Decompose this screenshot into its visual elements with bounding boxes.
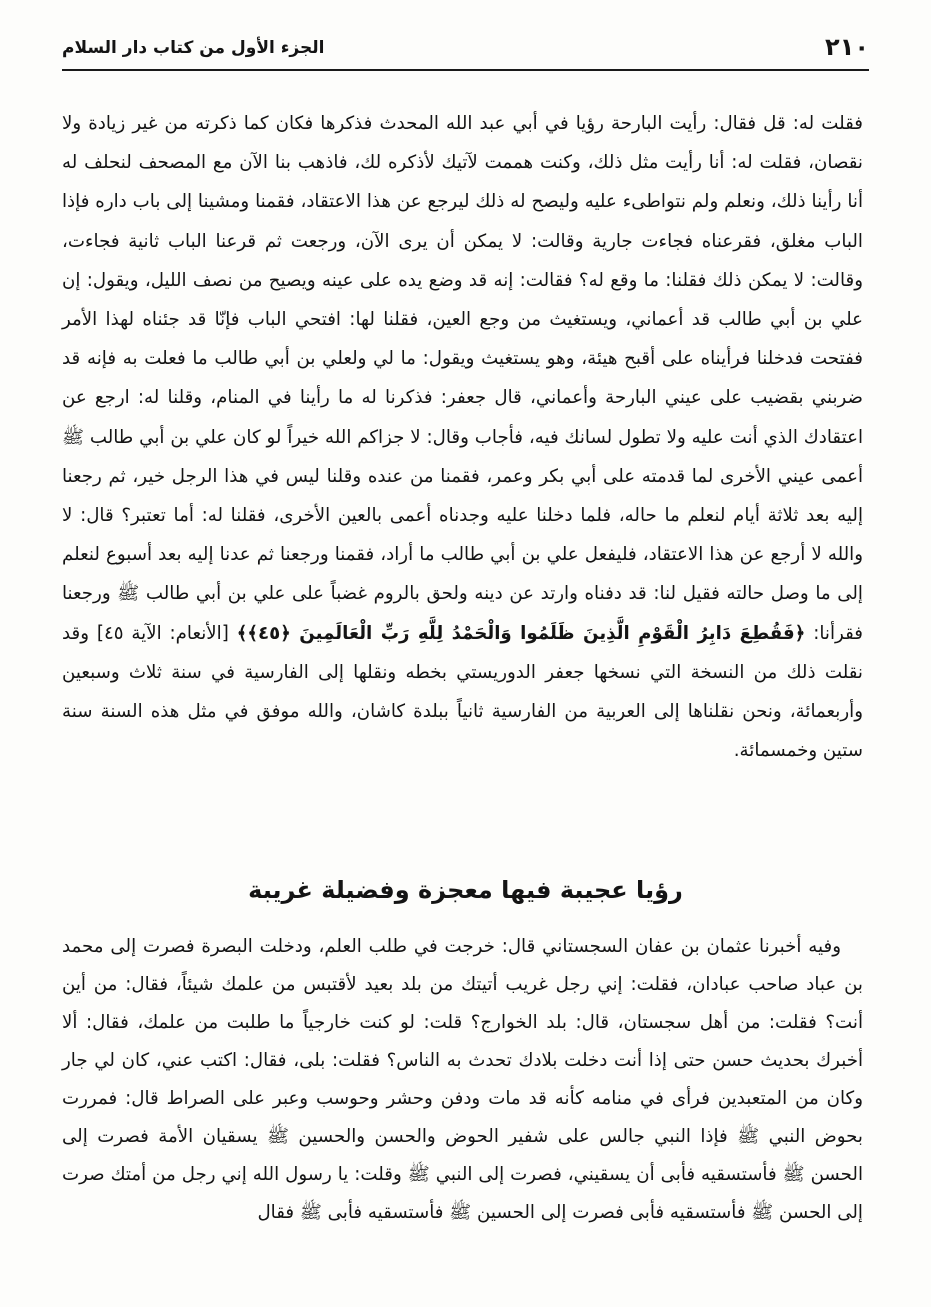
section-heading: رؤيا عجيبة فيها معجزة وفضيلة غريبة — [248, 876, 683, 904]
running-header — [62, 30, 869, 68]
paragraph-one-text: فقلت له: قل فقال: رأيت البارحة رؤيا في أبي عبد الله المحدث فذكرها فكان كما ذكرته من غير زيادة ولا نقصان، فقلت له: أنا رأيت مثل ذلك، وكنت هممت لآتيك لأذكره لك، فاذهب بنا الآن مع المصحف لنحلف له أنا رأينا ذلك، ونعلم ولم نتواطىء عليه وليصح له ذلك ليرجع عن هذا الاعتقاد، فقمنا ومشينا إلى باب داره فإذا الباب مغلق، فقرعناه فجاءت جارية وقالت: لا يمكن أن يرى الآن، ورجعت ثم قرعنا الباب ثانية فجاءت، وقالت: لا يمكن ذلك فقلنا: ما وقع له؟ فقالت: إنه قد وضع يده على عينه ويصيح من نصف الليل، ويقول: إن علي بن أبي طالب قد أعماني، ويستغيث من وجع العين، فقلنا لها: افتحي الباب فإنّا قد جئناه لهذا الأمر ففتحت فدخلنا فرأيناه على أقبح هيئة، وهو يستغيث ويقول: ما لي ولعلي بن أبي طالب ما فعلت به فإنه قد ضربني بقضيب على عيني البارحة وأعماني، قال جعفر: فذكرنا له ما رأينا في المنام، وقلنا له: ارجع عن اعتقادك الذي أنت عليه ولا تطول لسانك فيه، فأجاب وقال: لا جزاكم الله خيراً لو كان علي بن أبي طالب ﷺ أعمى عيني الأخرى لما قدمته على أبي بكر وعمر، فقمنا من عنده وقلنا ليس في هذا الرجل خير، ثم رجعنا إليه بعد ثلاثة أيام لنعلم ما حاله، فلما دخلنا عليه وجدناه أعمى بالعين الأخرى، فقلنا له: أما تعتبر؟ قال: لا والله لا أرجع عن هذا الاعتقاد، فليفعل علي بن أبي طالب ما أراد، فقمنا ورجعنا ثم عدنا إليه بعد أسبوع لنعلم إلى ما وصل حالته فقيل لنا: قد دفناه وارتد عن دينه ولحق بالروم غضباً على علي بن أبي طالب ﷺ ورجعنا فقرأنا: — [62, 113, 863, 644]
page-number: ٢١٠ — [825, 33, 869, 61]
running-title: الجزء الأول من كتاب دار السلام — [62, 38, 325, 58]
paragraph-one-continuation: وقد نقلت ذلك من النسخة التي نسخها جعفر الدوريستي بخطه ونقلها إلى الفارسية في سنة ثلاث وسبعين وأربعمائة، ونحن نقلناها إلى العربية من الفارسية ثانياً ببلدة كاشان، والله موفق في مثل هذه السنة سنة ستين وخمسمائة. — [62, 622, 863, 762]
paragraph-two-text: وفيه أخبرنا عثمان بن عفان السجستاني قال: خرجت في طلب العلم، ودخلت البصرة فصرت إلى محمد بن عباد صاحب عبادان، فقلت: إني رجل غريب أتيتك من بلد بعيد لأقتبس من علمك شيئاً، فقال: من أين أنت؟ فقلت: من أهل سجستان، قال: بلد الخوارج؟ قلت: لو كنت خارجياً ما طلبت من علمك، فقال: ألا أخبرك بحديث حسن حتى إذا أنت دخلت بلادك تحدث به الناس؟ فقلت: بلى، فقال: اكتب عني، كان لي جار وكان من المتعبدين فرأى في منامه كأنه قد مات ودفن وحشر وحوسب وعبر على الصراط قال: فمررت بحوض النبي ﷺ فإذا النبي جالس على شفير الحوض والحسن والحسين ﷺ يسقيان الأمة فصرت إلى الحسن ﷺ فأستسقيه فأبى أن يسقيني، فصرت إلى النبي ﷺ وقلت: يا رسول الله إني رجل من أمتك صرت إلى الحسن ﷺ فأستسقيه فأبى فصرت إلى الحسين ﷺ فأستسقيه فأبى ﷺ فقال — [62, 936, 863, 1223]
paragraph-two — [62, 928, 863, 1232]
paragraph-one — [62, 104, 863, 770]
verse-citation: [الأنعام: الآية ٤٥] — [96, 622, 229, 644]
quran-verse: ﴿فَقُطِعَ دَابِرُ الْقَوْمِ الَّذِينَ ظَلَمُوا وَالْحَمْدُ لِلَّهِ رَبِّ الْعَالَمِينَ ﴿٤٥﴾﴾ — [236, 622, 806, 644]
header-divider — [62, 69, 869, 71]
